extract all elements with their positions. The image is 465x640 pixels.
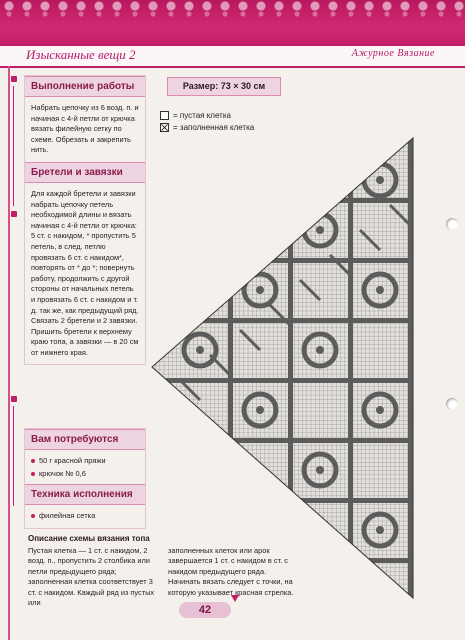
work-heading: Выполнение работы — [25, 76, 145, 97]
description-title: Описание схемы вязания топа — [28, 534, 150, 543]
chart-grid — [140, 130, 420, 610]
work-text: Набрать цепочку из 6 возд. п. и начиная с 4-й петли от крючка вязать филейную сетку по схеме. Обрезать и закрепить нить. — [31, 103, 139, 155]
chart-motif — [304, 544, 336, 576]
chart-body — [140, 130, 420, 610]
technique-heading: Техника исполнения — [25, 484, 145, 505]
materials-heading: Вам потребуются — [25, 429, 145, 450]
chart-motif — [256, 526, 264, 534]
list-item: крючок № 0,6 — [25, 467, 145, 480]
list-item: филейная сетка — [25, 509, 145, 522]
straps-text: Для каждой бретели и завязки набрать цепочку петель необходимой длины и вязать начиная с 4-й петли от крючка: 5 ст. с накидом, * пропустить 5 петель, в след. петлю провязать 6 ст. с накидом*, повторять от * до *; повернуть работу, продолжить с другой стороны от начальных петель и провязать 6 ст. с накидом и т. д. так же, как предыдущий ряд. Связать 2 бретели и 2 завязки. Пришить бретели к верхнему краю топа, а завязки — в 20 см от нижнего края. — [31, 188, 139, 357]
legend-empty: = пустая клетка — [160, 111, 231, 120]
chart-motif — [244, 514, 276, 546]
punch-hole — [446, 218, 458, 230]
description-col-2: заполненных клеток или арок завершается 1 ст. с накидом в ст. с накидом предыдущего ряда. Начинать вязать следует с точки, на которую указывает красная стрелка. — [168, 546, 294, 597]
straps-heading: Бретели и завязки — [25, 162, 145, 183]
chart-motif — [316, 556, 324, 564]
size-label: Размер: 73 × 30 см — [167, 77, 281, 96]
legend-filled: = заполненная клетка — [160, 123, 254, 132]
punch-hole — [446, 398, 458, 410]
list-item: 50 г красной пряжи — [25, 454, 145, 467]
page-number: 42 — [179, 602, 231, 618]
section-title: Ажурное Вязание — [351, 48, 435, 59]
description-col-1: Пустая клетка — 1 ст. с накидом, 2 возд. п., пропустить 2 столбика или петли предыдущего ряда; заполненная клетка соответствует 3 ст. с накидом. Каждый ряд из пустых или — [28, 546, 155, 608]
magazine-title: Изысканные вещи 2 — [26, 47, 136, 62]
